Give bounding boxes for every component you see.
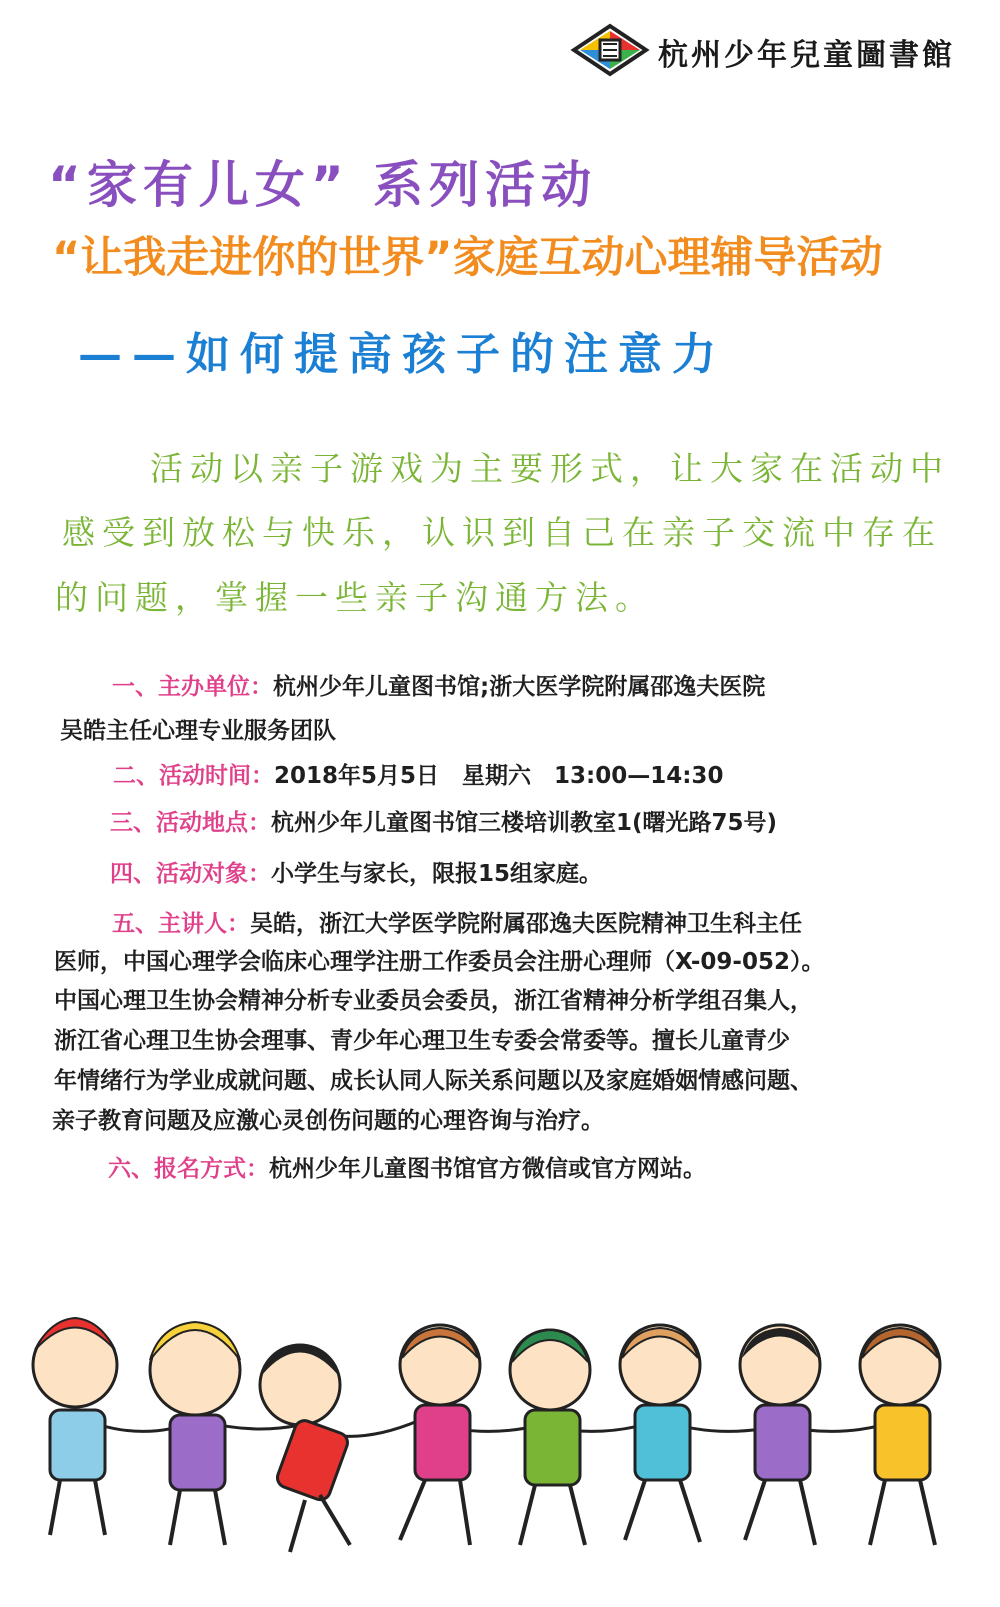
intro-line: 感受到放松与快乐，认识到自己在亲子交流中存在 [62,513,942,552]
info-label: 六、报名方式： [108,1156,269,1182]
info-time [113,765,723,788]
info-value: 小学生与家长，限报15组家庭。 [271,861,603,887]
info-speaker [112,913,802,936]
child-figure [510,1330,590,1545]
info-audience [110,863,602,886]
sub-title: ——如何提高孩子的注意力 [78,329,726,380]
child-figure [860,1325,940,1545]
info-value: 杭州少年儿童图书馆;浙大医学院附属邵逸夫医院 [273,674,766,700]
intro-line: 的问题，掌握一些亲子沟通方法。 [55,578,655,617]
info-label: 五、主讲人： [112,911,250,937]
main-title: “让我走进你的世界”家庭互动心理辅导活动 [52,233,883,283]
child-figure [260,1345,350,1552]
info-location [110,812,777,835]
speaker-bio-line: 中国心理卫生协会精神分析专业委员会委员，浙江省精神分析学组召集人， [54,988,813,1014]
child-figure [33,1318,117,1535]
speaker-bio-line: 浙江省心理卫生协会理事、青少年心理卫生专委会常委等。擅长儿童青少 [54,1028,790,1054]
info-label: 三、活动地点： [110,810,271,836]
info-organizer-continued: 吴皓主任心理专业服务团队 [60,718,336,744]
info-label: 四、活动对象： [110,861,271,887]
info-register [108,1158,706,1181]
info-label: 一、主办单位： [112,674,273,700]
child-figure [150,1322,240,1545]
info-value: 2018年5月5日 星期六 13:00—14:30 [274,763,724,789]
library-logo-icon [570,20,650,82]
info-organizer [112,676,765,699]
children-holding-hands-illustration [0,1290,1000,1590]
info-value: 吴皓，浙江大学医学院附属邵逸夫医院精神卫生科主任 [250,911,802,937]
series-title: “家有儿女” 系列活动 [48,156,598,214]
info-value: 杭州少年儿童图书馆官方微信或官方网站。 [269,1156,706,1182]
child-figure [620,1325,700,1542]
intro-line: 活动以亲子游戏为主要形式，让大家在活动中 [150,449,950,488]
child-figure [400,1325,480,1545]
info-value: 杭州少年儿童图书馆三楼培训教室1(曙光路75号) [271,810,778,836]
library-name: 杭州少年兒童圖書館 [658,38,955,73]
speaker-bio-line: 医师，中国心理学会临床心理学注册工作委员会注册心理师（X-09-052）。 [54,949,825,975]
speaker-bio-line: 亲子教育问题及应激心灵创伤问题的心理咨询与治疗。 [52,1108,604,1134]
info-label: 二、活动时间： [113,763,274,789]
speaker-bio-line: 年情绪行为学业成就问题、成长认同人际关系问题以及家庭婚姻情感问题、 [54,1068,813,1094]
child-figure [740,1325,820,1545]
